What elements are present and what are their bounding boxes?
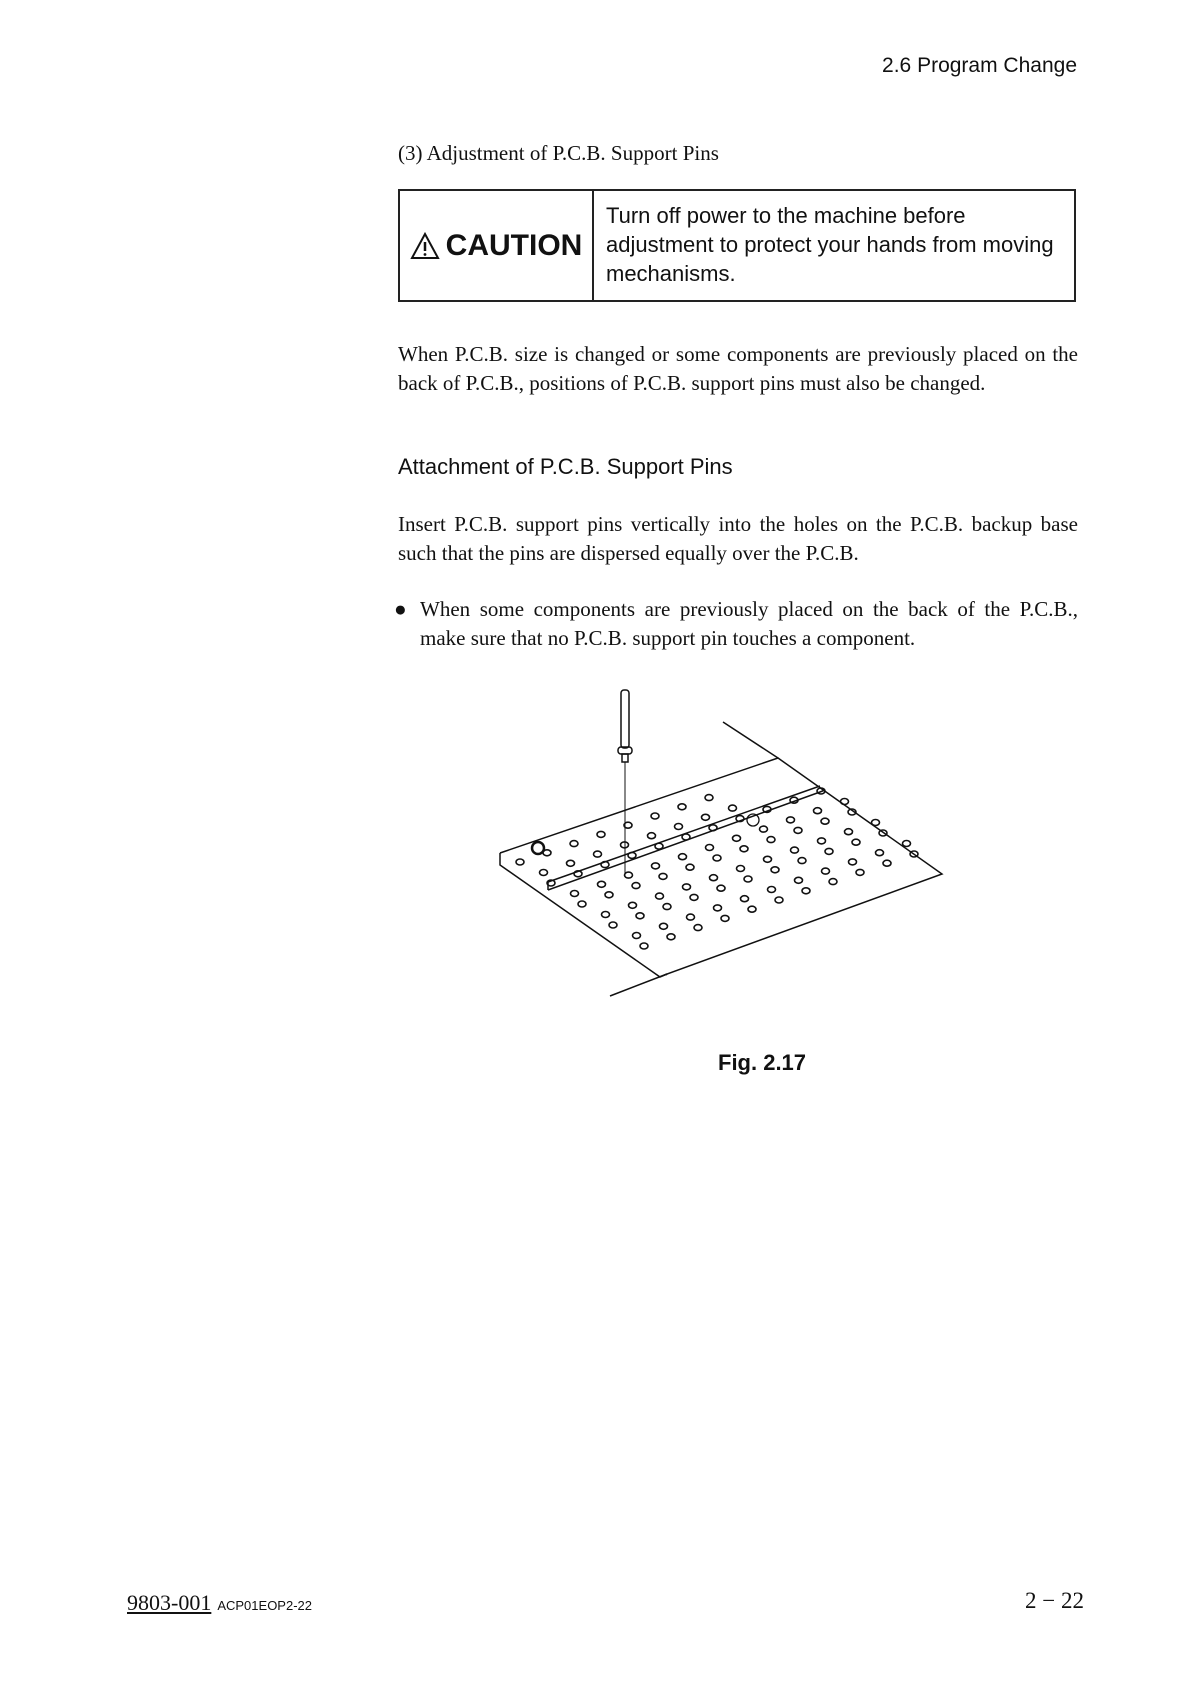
pin-hole [794,827,802,833]
pin-hole [814,808,822,814]
pin-hole [679,854,687,860]
pin-hole [640,943,648,949]
pin-hole [659,873,667,879]
pin-hole [655,843,663,849]
pin-hole [741,896,749,902]
pin-hole [578,901,586,907]
pin-hole [798,858,806,864]
support-pin-icon [618,690,632,877]
figure-caption: Fig. 2.17 [718,1050,807,1075]
pin-hole [629,902,637,908]
pin-hole [822,868,830,874]
pin-hole [667,934,675,940]
caution-label-cell [400,191,594,300]
pin-hole [705,795,713,801]
pin-hole [687,914,695,920]
pin-hole [821,818,829,824]
pin-hole [737,866,745,872]
pin-hole [852,839,860,845]
pin-hole [845,829,853,835]
pin-hole [841,799,849,805]
pin-hole [740,846,748,852]
pin-hole [602,912,610,918]
pin-hole [872,820,880,826]
pin-hole [791,847,799,853]
pin-hole [675,824,683,830]
pin-hole [682,834,690,840]
pcb-backup-base-figure [480,670,960,1030]
pin-hole [714,905,722,911]
pin-hole [597,831,605,837]
subheading: Attachment of P.C.B. Support Pins [398,454,733,479]
paragraph-intro: When P.C.B. size is changed or some components are previously placed on the back of P.C.B., positions of P.C.B. support pins must also be changed. [398,342,1078,395]
pin-hole [721,915,729,921]
pin-hole [744,876,752,882]
pin-hole [632,883,640,889]
pin-hole [849,859,857,865]
pin-hole [733,835,741,841]
pin-hole [540,870,548,876]
pin-hole [802,888,810,894]
paragraph-insert: Insert P.C.B. support pins vertically into the holes on the P.C.B. backup base such that the pins are dispersed equally over the P.C.B. [398,512,1078,565]
pin-hole [702,814,710,820]
pin-hole [609,922,617,928]
section-title: (3) Adjustment of P.C.B. Support Pins [398,141,719,165]
pin-hole [625,872,633,878]
pin-hole [903,841,911,847]
pin-hole [795,877,803,883]
doc-number: 9803-001 [127,1590,212,1615]
pin-hole [656,893,664,899]
pin-hole [856,869,864,875]
pin-hole [767,837,775,843]
pin-hole [660,923,668,929]
pin-hole [883,860,891,866]
locating-hole-icon [532,842,544,854]
pin-hole [787,817,795,823]
bullet-item [394,595,1078,653]
pin-hole [636,913,644,919]
bullet-text: When some components are previously placed on the back of the P.C.B., make sure that no P.C.B. support pin touches a component. [420,597,1078,650]
pin-hole [648,833,656,839]
pin-holes [516,788,918,949]
pin-hole [652,863,660,869]
pin-hole [594,851,602,857]
pin-hole [663,904,671,910]
pin-hole [690,894,698,900]
pin-hole [567,860,575,866]
pin-hole [571,891,579,897]
pin-hole [605,892,613,898]
bullet-icon: ● [394,597,407,621]
pin-hole [570,841,578,847]
pin-hole [729,805,737,811]
caution-message: Turn off power to the machine before adjustment to protect your hands from moving mechanisms. [606,203,1054,286]
pin-hole [598,881,606,887]
footer-doc-number [127,1590,312,1616]
pin-hole [775,897,783,903]
pin-hole [713,855,721,861]
pin-hole [764,856,772,862]
doc-code: ACP01EOP2-22 [217,1598,312,1613]
pin-hole [771,867,779,873]
pin-hole [717,885,725,891]
pin-hole [829,879,837,885]
pin-hole [633,933,641,939]
pin-hole [683,884,691,890]
pin-hole [818,838,826,844]
running-header: 2.6 Program Change [882,54,1077,77]
warning-triangle-icon [410,232,440,260]
pin-hole [876,850,884,856]
pin-hole [651,813,659,819]
caution-box [398,189,1076,302]
page-number: 2 − 22 [1025,1588,1084,1613]
caution-label: CAUTION [445,228,583,262]
pin-hole [694,925,702,931]
pin-hole [706,845,714,851]
pin-hole [678,804,686,810]
pin-hole [710,875,718,881]
pin-hole [760,826,768,832]
pin-hole [686,864,694,870]
pin-hole [825,848,833,854]
pin-hole [748,906,756,912]
pin-hole [768,887,776,893]
pin-hole [628,852,636,858]
pin-hole [516,859,524,865]
